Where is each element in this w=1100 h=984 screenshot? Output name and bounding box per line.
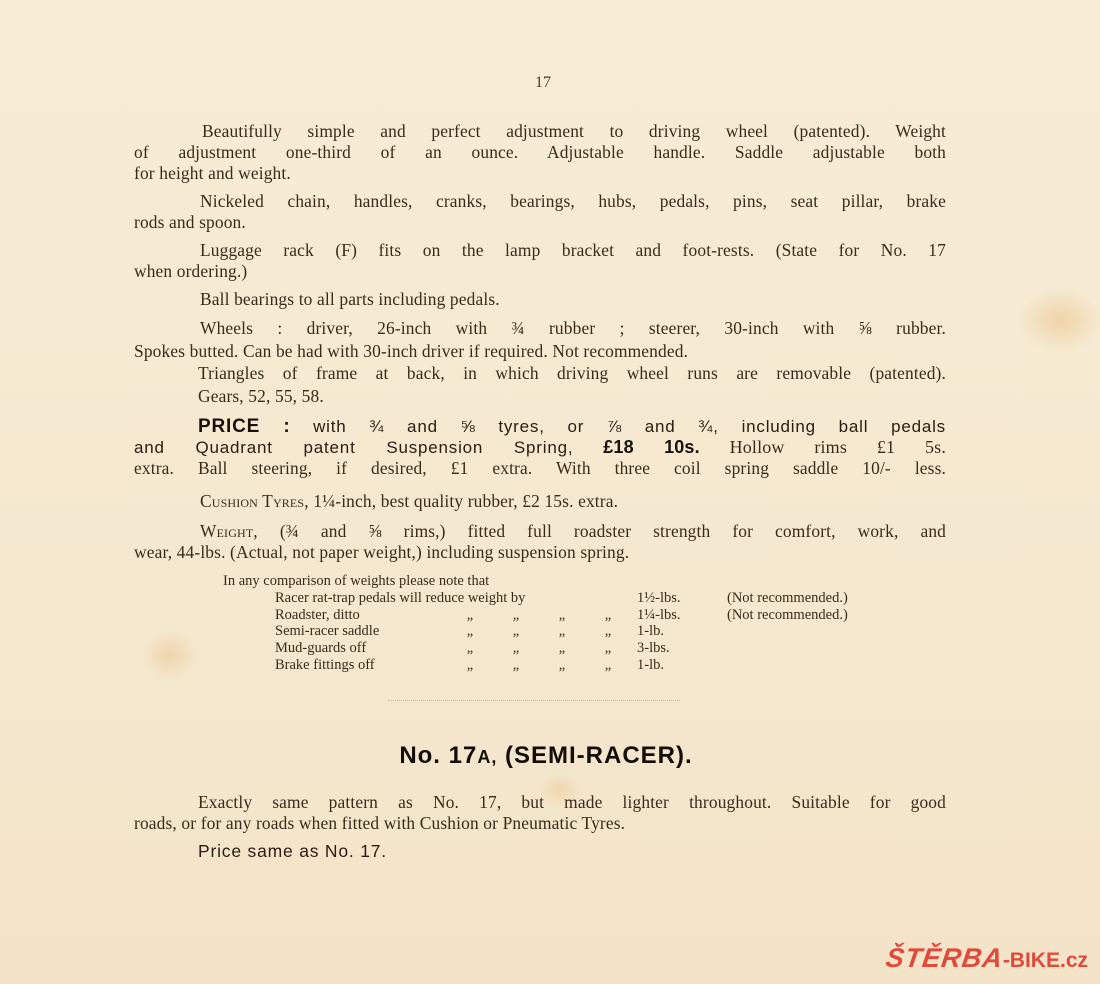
- paragraph-weight: [134, 521, 946, 563]
- text-line: for height and weight.: [134, 163, 291, 183]
- ditto-mark: „: [512, 606, 520, 623]
- text-line: Spokes butted. Can be had with 30-inch driver if required. Not recommended.: [134, 340, 689, 361]
- table-row: [275, 657, 848, 674]
- ditto-mark: „: [604, 606, 612, 623]
- watermark-domain: -BIKE.cz: [1002, 949, 1088, 972]
- text-line: extra. Ball steering, if desired, £1 extra. With three coil spring saddle 10/- less.: [134, 458, 946, 478]
- price-amount: £18 10s.: [603, 437, 700, 457]
- text-line: Wheels : driver, 26-inch with ¾ rubber ; steerer, 30-inch with ⅝ rubber.: [200, 318, 946, 338]
- paragraph-cushion-tyres: [134, 491, 946, 512]
- text-line: wear, 44-lbs. (Actual, not paper weight,) including suspension spring.: [134, 542, 630, 562]
- row-weight: 1½-lbs.: [637, 589, 681, 606]
- ditto-mark: „: [512, 656, 520, 673]
- heading-name: (SEMI-RACER).: [505, 742, 693, 769]
- weight-label: Weight,: [200, 521, 258, 541]
- ditto-mark: „: [558, 640, 566, 657]
- paragraph-semi-racer-price: [134, 841, 946, 862]
- ditto-mark: „: [558, 623, 566, 640]
- paragraph-adjustment: [134, 121, 946, 184]
- text-line: and Quadrant patent Suspension Spring,: [134, 438, 574, 457]
- row-item: Mud-guards off: [275, 640, 367, 657]
- ditto-mark: „: [466, 640, 474, 657]
- ditto-mark: „: [466, 623, 474, 640]
- ditto-mark: „: [466, 606, 474, 623]
- table-row: [275, 640, 848, 657]
- watermark-brand: ŠTĚRBA: [883, 943, 1005, 973]
- table-row: [275, 623, 848, 640]
- price-label: PRICE :: [198, 416, 291, 437]
- table-row: [275, 590, 848, 607]
- table-intro: In any comparison of weights please note that: [223, 573, 490, 589]
- row-item: Racer rat-trap pedals will reduce weight by: [275, 589, 526, 606]
- text-line: Price same as No. 17.: [198, 841, 387, 861]
- paragraph-price: [134, 416, 946, 479]
- section-divider: [388, 700, 680, 701]
- text-line: Gears, 52, 55, 58.: [198, 385, 324, 406]
- text-line: Nickeled chain, handles, cranks, bearings, hubs, pedals, pins, seat pillar, brake: [200, 191, 946, 211]
- row-item: Brake fittings off: [275, 656, 375, 673]
- watermark-logo: [883, 943, 1088, 974]
- paragraph-semi-racer: [134, 792, 946, 834]
- row-weight: 1¼-lbs.: [637, 606, 681, 623]
- text-line: (¾ and ⅝ rims,) fitted full roadster strength for comfort, work, and: [279, 521, 947, 541]
- text-line: roads, or for any roads when fitted with Cushion or Pneumatic Tyres.: [134, 813, 626, 833]
- text-line: Exactly same pattern as No. 17, but made lighter throughout. Suitable for good: [198, 792, 946, 812]
- text-line: Ball bearings to all parts including pedals.: [200, 289, 500, 309]
- table-row: [275, 607, 848, 624]
- text-line: rods and spoon.: [134, 212, 246, 232]
- text-line: Beautifully simple and perfect adjustment to driving wheel (patented). Weight: [202, 121, 946, 141]
- text-line: Hollow rims £1 5s.: [729, 437, 946, 457]
- paragraph-ball-bearings: [134, 289, 946, 310]
- paragraph-wheels: [134, 317, 946, 407]
- heading-model: No. 17: [399, 742, 478, 769]
- ditto-mark: „: [604, 623, 612, 640]
- ditto-mark: „: [512, 623, 520, 640]
- text-line: of adjustment one-third of an ounce. Adjustable handle. Saddle adjustable both: [134, 142, 946, 162]
- ditto-mark: „: [512, 640, 520, 657]
- row-weight: 3-lbs.: [637, 640, 670, 657]
- row-weight: 1-lb.: [637, 656, 664, 673]
- row-note: (Not recommended.): [727, 589, 848, 606]
- row-weight: 1-lb.: [637, 623, 664, 640]
- cushion-label: Cushion Tyres,: [200, 491, 309, 511]
- ditto-mark: „: [466, 656, 474, 673]
- text-line: when ordering.): [134, 261, 248, 281]
- section-heading-17a: [0, 742, 1092, 770]
- ditto-mark: „: [558, 656, 566, 673]
- ditto-mark: „: [558, 606, 566, 623]
- paragraph-luggage: [134, 240, 946, 282]
- ditto-mark: „: [604, 640, 612, 657]
- row-note: (Not recommended.): [727, 606, 848, 623]
- text-line: with ¾ and ⅝ tyres, or ⅞ and ¾, including ball pedals: [313, 417, 946, 436]
- text-line: 1¼-inch, best quality rubber, £2 15s. extra.: [313, 491, 619, 511]
- page-number: 17: [535, 74, 551, 91]
- paragraph-nickeled: [134, 191, 946, 233]
- text-line: Luggage rack (F) fits on the lamp bracket and foot-rests. (State for No. 17: [200, 240, 946, 260]
- text-line: Triangles of frame at back, in which driving wheel runs are removable (patented).: [198, 363, 946, 383]
- heading-suffix: A,: [477, 747, 498, 767]
- ditto-mark: „: [604, 656, 612, 673]
- row-item: Semi-racer saddle: [275, 623, 380, 640]
- weights-comparison-table: [223, 573, 848, 674]
- row-item: Roadster, ditto: [275, 606, 360, 623]
